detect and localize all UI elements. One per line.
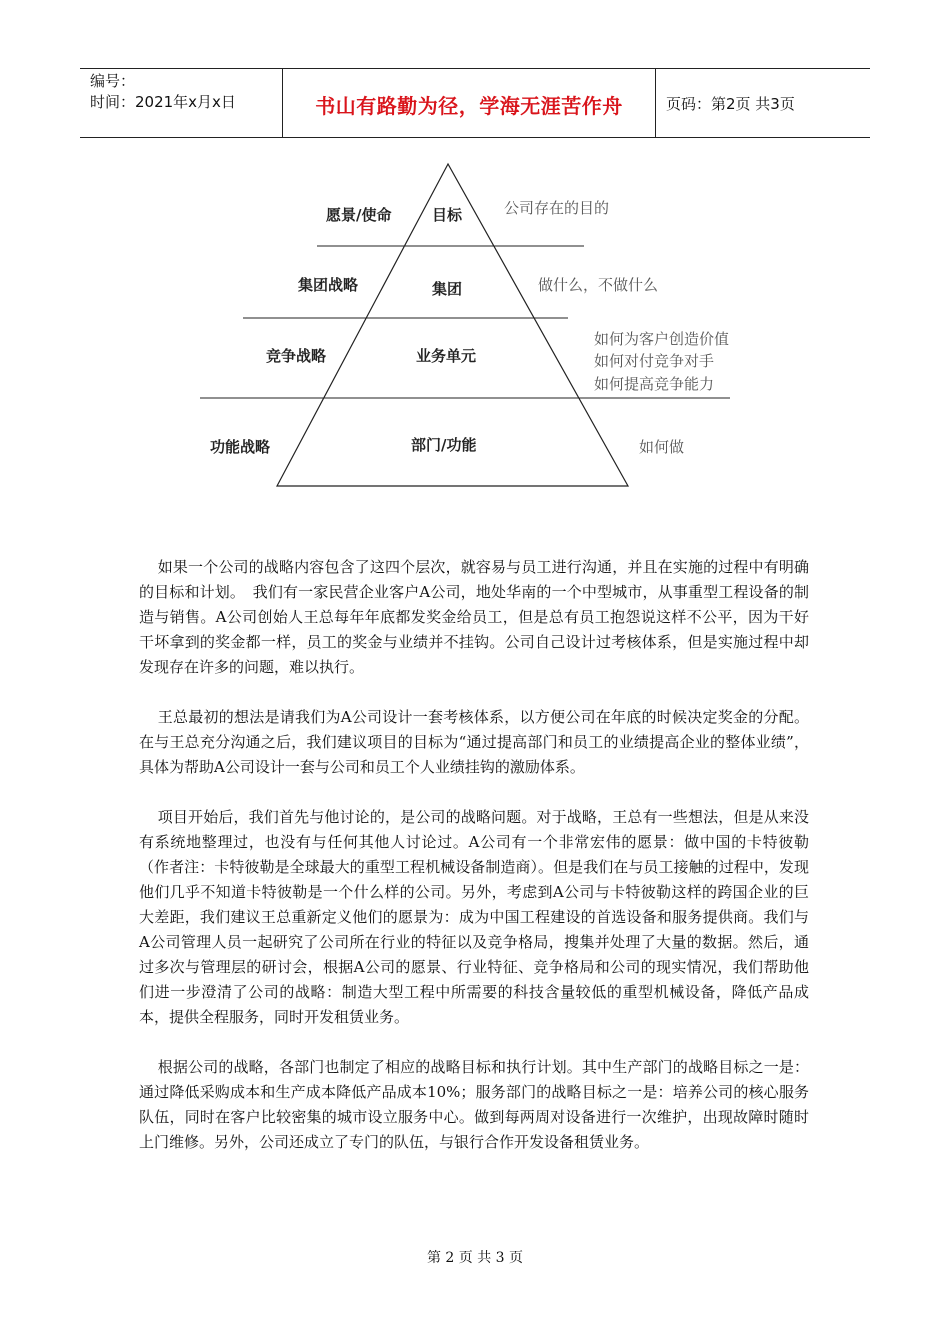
pyramid-level-3-label: 竞争战略	[266, 347, 327, 365]
strategy-pyramid-diagram	[196, 158, 741, 498]
paragraph: 项目开始后，我们首先与他讨论的，是公司的战略问题。对于战略，王总有一些想法，但是从来没有系统地整理过，也没有与任何其他人讨论过。A公司有一个非常宏伟的愿景：做中国的卡特彼勒（作者注：卡特彼勒是全球最大的重型工程机械设备制造商）。但是我们在与员工接触的过程中，发现他们几乎不知道卡特彼勒是一个什么样的公司。另外，考虑到A公司与卡特彼勒这样的跨国企业的巨大差距，我们建议王总重新定义他们的愿景为：成为中国工程建设的首选设备和服务提供商。我们与A公司管理人员一起研究了公司所在行业的特征以及竞争格局，搜集并处理了大量的数据。然后，通过多次与管理层的研讨会，根据A公司的愿景、行业特征、竞争格局和公司的现实情况，我们帮助他们进一步澄清了公司的战略：制造大型工程中所需要的科技含量较低的重型机械设备，降低产品成本，提供全程服务，同时开发租赁业务。	[139, 808, 809, 1026]
pyramid-level-2-desc: 做什么，不做什么	[538, 276, 659, 294]
document-number-label: 编号：	[90, 72, 136, 90]
header-page-label: 页码：第2页 共3页	[666, 94, 795, 113]
header-motto: 书山有路勤为径，学海无涯苦作舟	[315, 93, 623, 118]
pyramid-level-1-desc: 公司存在的目的	[504, 199, 610, 217]
page-footer: 第 2 页 共 3 页	[426, 1250, 524, 1266]
pyramid-level-1-label: 愿景/使命	[326, 206, 392, 224]
pyramid-level-1-inner: 目标	[432, 206, 463, 224]
header-info-cell	[80, 69, 283, 137]
paragraph: 如果一个公司的战略内容包含了这四个层次，就容易与员工进行沟通，并且在实施的过程中有明确的目标和计划。 我们有一家民营企业客户A公司，地处华南的一个中型城市，从事重型工程设备的制造与销售。A公司创始人王总每年年底都发奖金给员工，但是总有员工抱怨说这样不公平，因为干好干坏拿到的奖金都一样，员工的奖金与业绩并不挂钩。公司自己设计过考核体系，但是实施过程中却发现存在许多的问题，难以执行。	[139, 558, 809, 676]
pyramid-level-2-label: 集团战略	[298, 276, 359, 294]
pyramid-level-3-desc-1: 如何为客户创造价值	[594, 330, 730, 348]
paragraph: 王总最初的想法是请我们为A公司设计一套考核体系，以方便公司在年底的时候决定奖金的分配。在与王总充分沟通之后，我们建议项目的目标为“通过提高部门和员工的业绩提高企业的整体业绩”，具体为帮助A公司设计一套与公司和员工个人业绩挂钩的激励体系。	[139, 708, 809, 776]
header-page-cell	[656, 69, 870, 137]
document-time-label: 时间：2021年x月x日	[90, 93, 236, 111]
pyramid-level-4-desc: 如何做	[639, 438, 685, 456]
paragraph: 根据公司的战略，各部门也制定了相应的战略目标和执行计划。其中生产部门的战略目标之一是：通过降低采购成本和生产成本降低产品成本10%；服务部门的战略目标之一是：培养公司的核心服务队伍，同时在客户比较密集的城市设立服务中心。做到每两周对设备进行一次维护，出现故障时随时上门维修。另外，公司还成立了专门的队伍，与银行合作开发设备租赁业务。	[139, 1058, 809, 1151]
body-text	[139, 555, 809, 1180]
pyramid-level-3-desc-2: 如何对付竞争对手	[594, 352, 715, 370]
pyramid-level-4-inner: 部门/功能	[411, 436, 477, 454]
pyramid-level-3-desc-3: 如何提高竞争能力	[594, 375, 715, 393]
pyramid-level-2-inner: 集团	[432, 280, 463, 298]
pyramid-level-4-label: 功能战略	[210, 438, 271, 456]
header-motto-cell	[283, 69, 656, 137]
header-table	[80, 68, 870, 138]
pyramid-level-3-inner: 业务单元	[416, 347, 477, 365]
